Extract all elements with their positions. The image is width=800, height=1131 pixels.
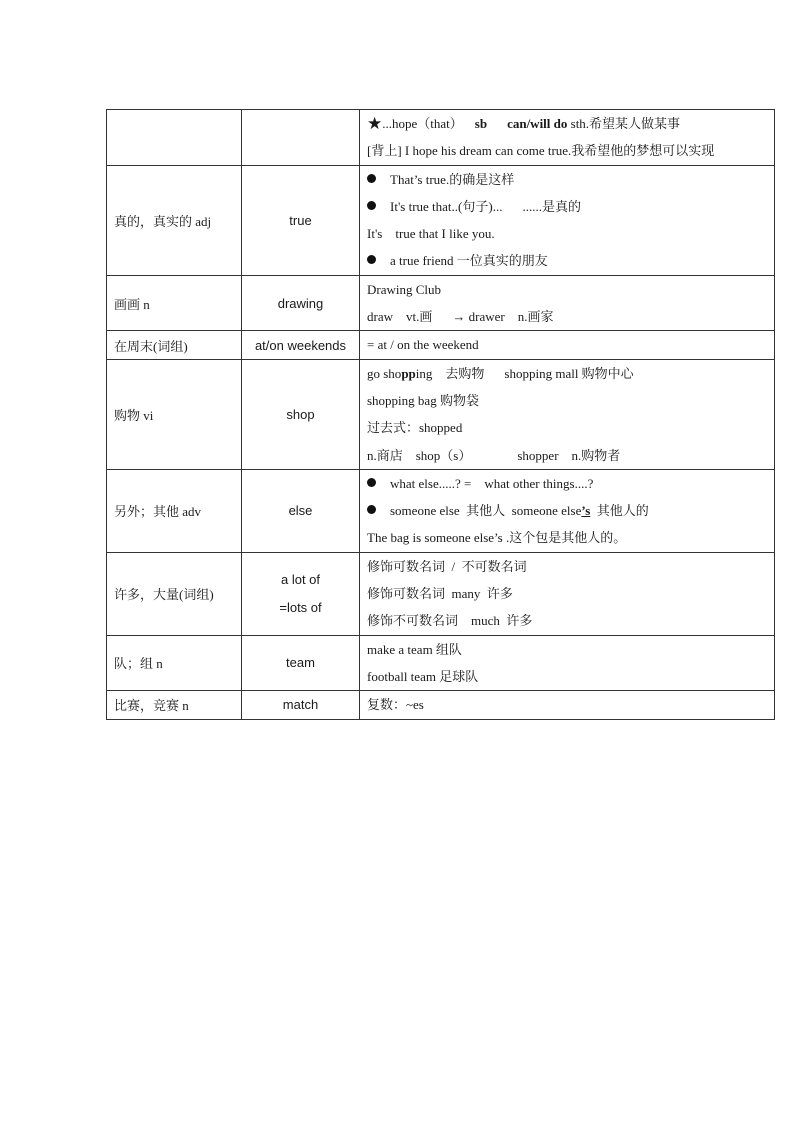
note-line: [背上] I hope his dream can come true.我希望他的梦想可以实现	[367, 143, 715, 159]
table-row	[107, 359, 775, 469]
chinese-cell: 真的，真实的 adj	[107, 165, 242, 275]
note-line: Drawing Club	[367, 281, 442, 297]
chinese-cell: 许多，大量(词组)	[107, 552, 242, 635]
note-line: go shopping 去购物 shopping mall 购物中心	[367, 365, 634, 381]
english-cell	[242, 110, 360, 166]
notes-cell	[360, 165, 775, 275]
table-row	[107, 110, 775, 166]
english-cell: match	[242, 691, 360, 719]
notes-cell	[360, 110, 775, 166]
notes-cell	[360, 359, 775, 469]
note-line: 修饰可数名词 / 不可数名词	[367, 558, 527, 574]
note-line: 修饰可数名词 many 许多	[367, 586, 513, 602]
table-row	[107, 469, 775, 552]
note-line: football team 足球队	[367, 668, 479, 684]
bullet-icon	[367, 255, 376, 264]
english-cell: team	[242, 635, 360, 691]
chinese-cell: 画画 n	[107, 275, 242, 331]
table-row	[107, 691, 775, 719]
chinese-cell: 队；组 n	[107, 635, 242, 691]
bullet-icon	[367, 478, 376, 487]
note-line: 修饰不可数名词 much 许多	[367, 613, 533, 629]
english-cell: true	[242, 165, 360, 275]
note-line: someone else 其他人 someone else’s 其他人的	[367, 497, 767, 524]
note-line: a true friend 一位真实的朋友	[367, 247, 767, 274]
note-line: n.商店 shop（s） shopper n.购物者	[367, 447, 621, 463]
note-line: That’s true.的确是这样	[367, 166, 767, 193]
notes-cell	[360, 275, 775, 331]
english-cell: at/on weekends	[242, 331, 360, 359]
table-row	[107, 275, 775, 331]
note-line: what else.....? = what other things....?	[367, 470, 767, 497]
notes-cell	[360, 469, 775, 552]
notes-cell	[360, 552, 775, 635]
table-row	[107, 552, 775, 635]
table-row	[107, 635, 775, 691]
table-row	[107, 331, 775, 359]
note-line: It's true that I like you.	[367, 226, 495, 242]
note-line: 复数：~es	[367, 697, 424, 713]
table-row	[107, 165, 775, 275]
note-line: The bag is someone else’s .这个包是其他人的。	[367, 530, 627, 546]
chinese-cell: 另外；其他 adv	[107, 469, 242, 552]
note-line: shopping bag 购物袋	[367, 392, 479, 408]
chinese-cell: 比赛，竞赛 n	[107, 691, 242, 719]
english-cell: a lot of =lots of	[242, 552, 360, 635]
star-icon: ★	[367, 114, 383, 133]
chinese-cell: 在周末(词组)	[107, 331, 242, 359]
note-line: = at / on the weekend	[367, 337, 479, 353]
note-line: 过去式：shopped	[367, 420, 463, 436]
chinese-cell: 购物 vi	[107, 359, 242, 469]
note-line: draw vt.画 → drawer n.画家	[367, 309, 554, 325]
notes-cell	[360, 331, 775, 359]
notes-cell	[360, 635, 775, 691]
english-cell: else	[242, 469, 360, 552]
bullet-icon	[367, 505, 376, 514]
english-cell: shop	[242, 359, 360, 469]
note-line: It's true that..(句子)... ......是真的	[367, 193, 767, 220]
bullet-icon	[367, 174, 376, 183]
english-cell: drawing	[242, 275, 360, 331]
bullet-icon	[367, 201, 376, 210]
notes-cell	[360, 691, 775, 719]
vocabulary-table	[106, 109, 775, 720]
note-line: make a team 组队	[367, 641, 462, 657]
chinese-cell	[107, 110, 242, 166]
note-line: ★...hope（that） sb can/will do sth.希望某人做某事	[367, 114, 681, 133]
